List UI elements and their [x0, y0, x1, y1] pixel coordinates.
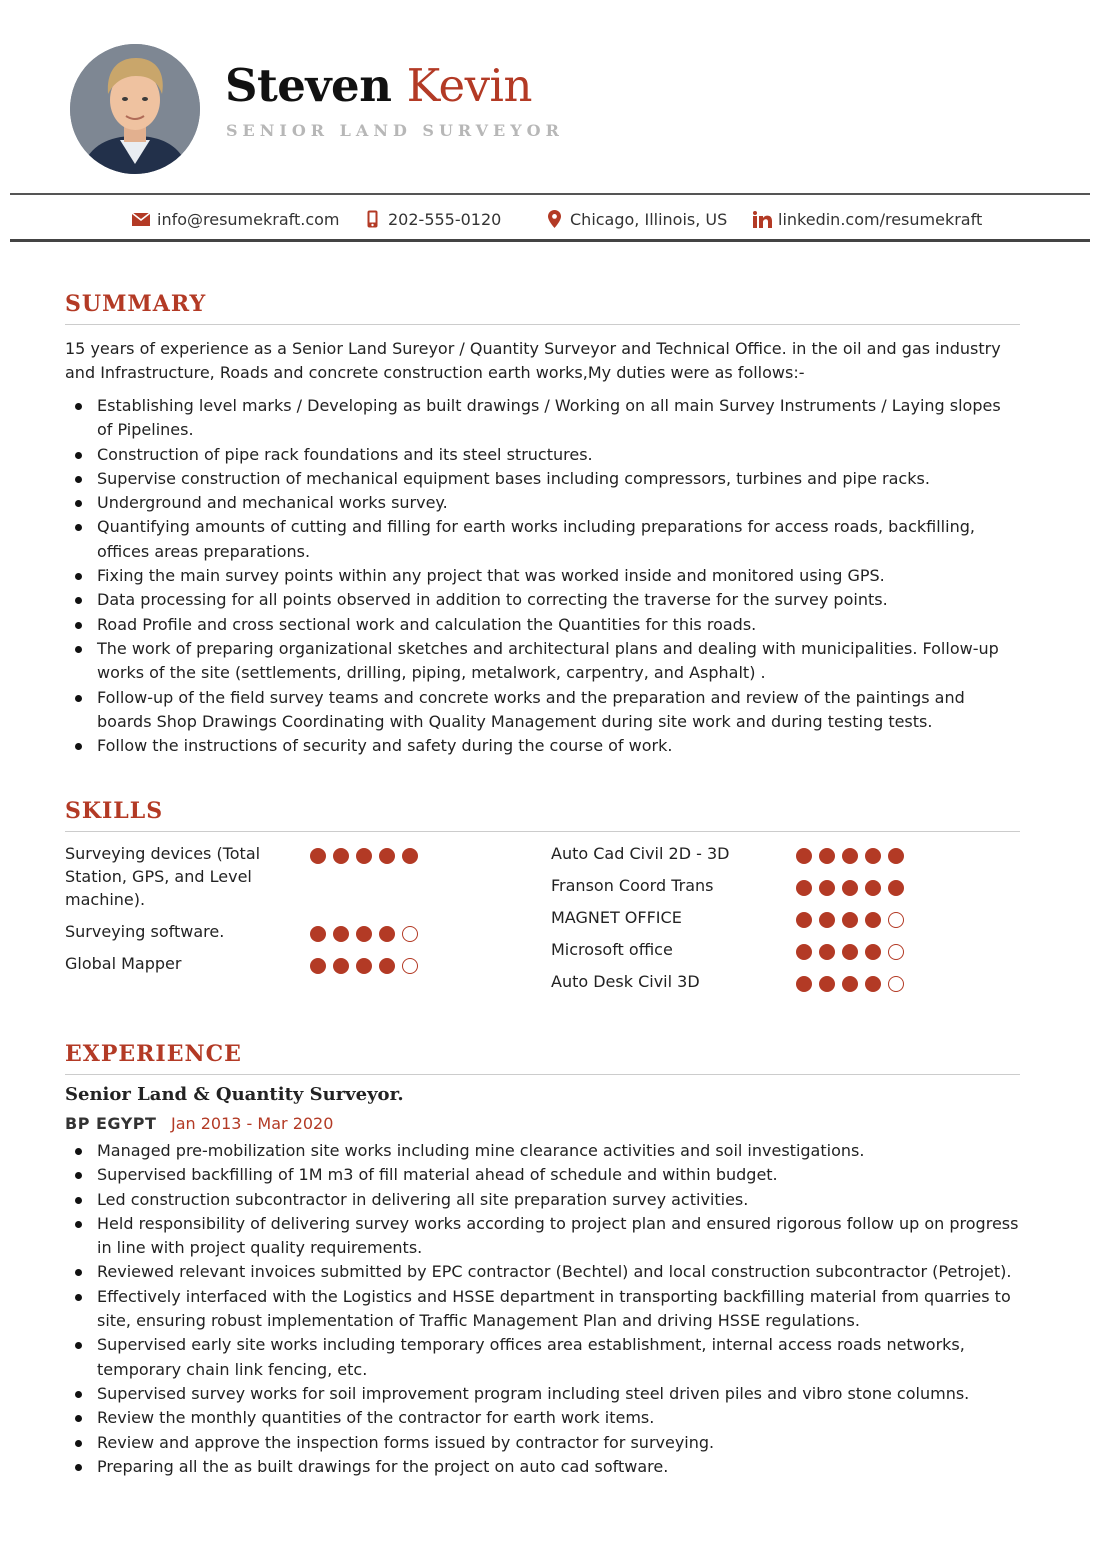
rating-dot-filled — [819, 976, 835, 992]
summary-divider — [65, 324, 1020, 325]
rating-dot-filled — [842, 912, 858, 928]
skill-name: Auto Desk Civil 3D — [551, 972, 700, 991]
rating-dot-filled — [796, 880, 812, 896]
rating-dot-empty — [402, 958, 418, 974]
rating-dot-filled — [402, 848, 418, 864]
rating-dot-filled — [356, 848, 372, 864]
summary-bullet: Supervise construction of mechanical equipment bases including compressors, turbines and pipe racks. — [65, 467, 1020, 491]
skill-row — [65, 842, 445, 911]
experience-bullet: Preparing all the as built drawings for the project on auto cad software. — [65, 1455, 1020, 1479]
skill-rating — [310, 848, 418, 864]
summary-heading: SUMMARY — [65, 291, 207, 317]
rating-dot-filled — [865, 976, 881, 992]
contact-location — [548, 207, 727, 231]
portrait-image — [70, 44, 200, 174]
profile-photo — [70, 44, 200, 174]
summary-bullet-list — [65, 394, 1020, 758]
contact-linkedin[interactable] — [753, 207, 982, 231]
contact-phone[interactable] — [367, 207, 501, 231]
email-text: info@resumekraft.com — [157, 209, 340, 229]
skill-name: Microsoft office — [551, 940, 673, 959]
skills-divider — [65, 831, 1020, 832]
map-pin-icon — [548, 210, 561, 228]
experience-bullet: Supervised backfilling of 1M m3 of fill material ahead of schedule and within budget. — [65, 1163, 1020, 1187]
last-name: Kevin — [406, 59, 532, 112]
skills-heading: SKILLS — [65, 798, 164, 824]
skill-rating — [796, 944, 904, 960]
experience-bullet: Review and approve the inspection forms issued by contractor for surveying. — [65, 1431, 1020, 1455]
job-role: Senior Land & Quantity Surveyor. — [65, 1084, 404, 1105]
skill-name: MAGNET OFFICE — [551, 908, 682, 927]
rating-dot-filled — [796, 848, 812, 864]
skill-rating — [796, 976, 904, 992]
skill-name: Auto Cad Civil 2D - 3D — [551, 844, 730, 863]
rating-dot-filled — [865, 912, 881, 928]
rating-dot-filled — [310, 848, 326, 864]
rating-dot-filled — [310, 926, 326, 942]
summary-intro: 15 years of experience as a Senior Land Sureyor / Quantity Surveyor and Technical Office. in the oil and gas industry and Infrastructure, Roads and concrete construction earth works,My duties were as follows:- — [65, 339, 1001, 382]
skill-name: Franson Coord Trans — [551, 876, 714, 895]
rating-dot-filled — [819, 912, 835, 928]
skill-name: Surveying software. — [65, 922, 225, 941]
rating-dot-filled — [842, 976, 858, 992]
skill-name: Global Mapper — [65, 954, 182, 973]
contact-email[interactable] — [132, 207, 340, 231]
experience-heading: EXPERIENCE — [65, 1041, 242, 1067]
skill-rating — [310, 926, 418, 942]
experience-bullet: Managed pre-mobilization site works including mine clearance activities and soil investigations. — [65, 1139, 1020, 1163]
experience-bullet-list — [65, 1139, 1020, 1479]
rating-dot-filled — [356, 926, 372, 942]
skill-row — [551, 874, 931, 897]
rating-dot-filled — [888, 848, 904, 864]
contact-divider-top — [10, 193, 1090, 195]
experience-bullet: Supervised survey works for soil improvement program including steel driven piles and vibro stone columns. — [65, 1382, 1020, 1406]
rating-dot-filled — [333, 848, 349, 864]
rating-dot-empty — [402, 926, 418, 942]
summary-bullet: Construction of pipe rack foundations and its steel structures. — [65, 443, 1020, 467]
summary-bullet: Quantifying amounts of cutting and filling for earth works including preparations for access roads, backfilling, offices areas preparations. — [65, 515, 1020, 564]
phone-icon — [367, 210, 378, 228]
linkedin-icon — [753, 211, 772, 228]
experience-bullet: Supervised early site works including temporary offices area establishment, internal access roads networks, temporary chain link fencing, etc. — [65, 1333, 1020, 1382]
experience-bullet: Held responsibility of delivering survey works according to project plan and ensured rigorous follow up on progress in line with project quality requirements. — [65, 1212, 1020, 1261]
skills-right-column — [551, 842, 931, 1002]
contact-divider-bottom — [10, 239, 1090, 242]
job-dates: Jan 2013 - Mar 2020 — [171, 1114, 334, 1133]
rating-dot-filled — [842, 880, 858, 896]
skill-row — [65, 952, 445, 975]
skill-row — [65, 920, 445, 943]
rating-dot-filled — [796, 944, 812, 960]
rating-dot-filled — [333, 926, 349, 942]
rating-dot-filled — [865, 944, 881, 960]
summary-bullet: The work of preparing organizational sketches and architectural plans and dealing with municipalities. Follow-up works of the site (settlements, drilling, piping, metalwork, carpentry, and Asphalt) . — [65, 637, 1020, 686]
candidate-name — [225, 58, 532, 114]
rating-dot-empty — [888, 976, 904, 992]
phone-text: 202-555-0120 — [388, 209, 502, 229]
rating-dot-filled — [842, 848, 858, 864]
rating-dot-filled — [379, 848, 395, 864]
job-title: SENIOR LAND SURVEYOR — [226, 121, 564, 140]
rating-dot-filled — [379, 958, 395, 974]
rating-dot-filled — [796, 976, 812, 992]
first-name: Steven — [225, 59, 392, 112]
rating-dot-filled — [356, 958, 372, 974]
skill-rating — [796, 880, 904, 896]
skill-row — [551, 970, 931, 993]
experience-bullet: Effectively interfaced with the Logistics and HSSE department in transporting backfilling material from quarries to site, ensuring robust implementation of Traffic Management Plan and driving HSSE regulations. — [65, 1285, 1020, 1334]
rating-dot-filled — [333, 958, 349, 974]
skills-left-column — [65, 842, 445, 984]
rating-dot-filled — [865, 880, 881, 896]
summary-bullet: Follow-up of the field survey teams and concrete works and the preparation and review of the paintings and boards Shop Drawings Coordinating with Quality Management during site work and during testing tests. — [65, 686, 1020, 735]
rating-dot-filled — [819, 848, 835, 864]
summary-bullet: Data processing for all points observed in addition to correcting the traverse for the survey points. — [65, 588, 1020, 612]
summary-bullet: Establishing level marks / Developing as built drawings / Working on all main Survey Instruments / Laying slopes of Pipelines. — [65, 394, 1020, 443]
experience-divider — [65, 1074, 1020, 1075]
experience-bullet: Led construction subcontractor in delivering all site preparation survey activities. — [65, 1188, 1020, 1212]
rating-dot-empty — [888, 944, 904, 960]
skill-row — [551, 906, 931, 929]
linkedin-text: linkedin.com/resumekraft — [778, 209, 983, 229]
experience-bullet: Reviewed relevant invoices submitted by EPC contractor (Bechtel) and local construction subcontractor (Petrojet). — [65, 1260, 1020, 1284]
skill-rating — [796, 848, 904, 864]
rating-dot-filled — [819, 944, 835, 960]
skill-name: Surveying devices (Total Station, GPS, and Level machine). — [65, 844, 261, 909]
rating-dot-filled — [310, 958, 326, 974]
mail-icon — [132, 213, 150, 226]
summary-bullet: Follow the instructions of security and safety during the course of work. — [65, 734, 1020, 758]
rating-dot-empty — [888, 912, 904, 928]
skill-rating — [310, 958, 418, 974]
summary-bullet: Underground and mechanical works survey. — [65, 491, 1020, 515]
rating-dot-filled — [888, 880, 904, 896]
rating-dot-filled — [796, 912, 812, 928]
job-company: BP EGYPT — [65, 1114, 157, 1133]
summary-bullet: Road Profile and cross sectional work and calculation the Quantities for this roads. — [65, 613, 1020, 637]
skill-row — [551, 938, 931, 961]
summary-bullet: Fixing the main survey points within any project that was worked inside and monitored using GPS. — [65, 564, 1020, 588]
location-text: Chicago, Illinois, US — [570, 209, 728, 229]
rating-dot-filled — [842, 944, 858, 960]
rating-dot-filled — [379, 926, 395, 942]
rating-dot-filled — [819, 880, 835, 896]
experience-bullet: Review the monthly quantities of the contractor for earth work items. — [65, 1406, 1020, 1430]
skill-row — [551, 842, 931, 865]
skill-rating — [796, 912, 904, 928]
rating-dot-filled — [865, 848, 881, 864]
